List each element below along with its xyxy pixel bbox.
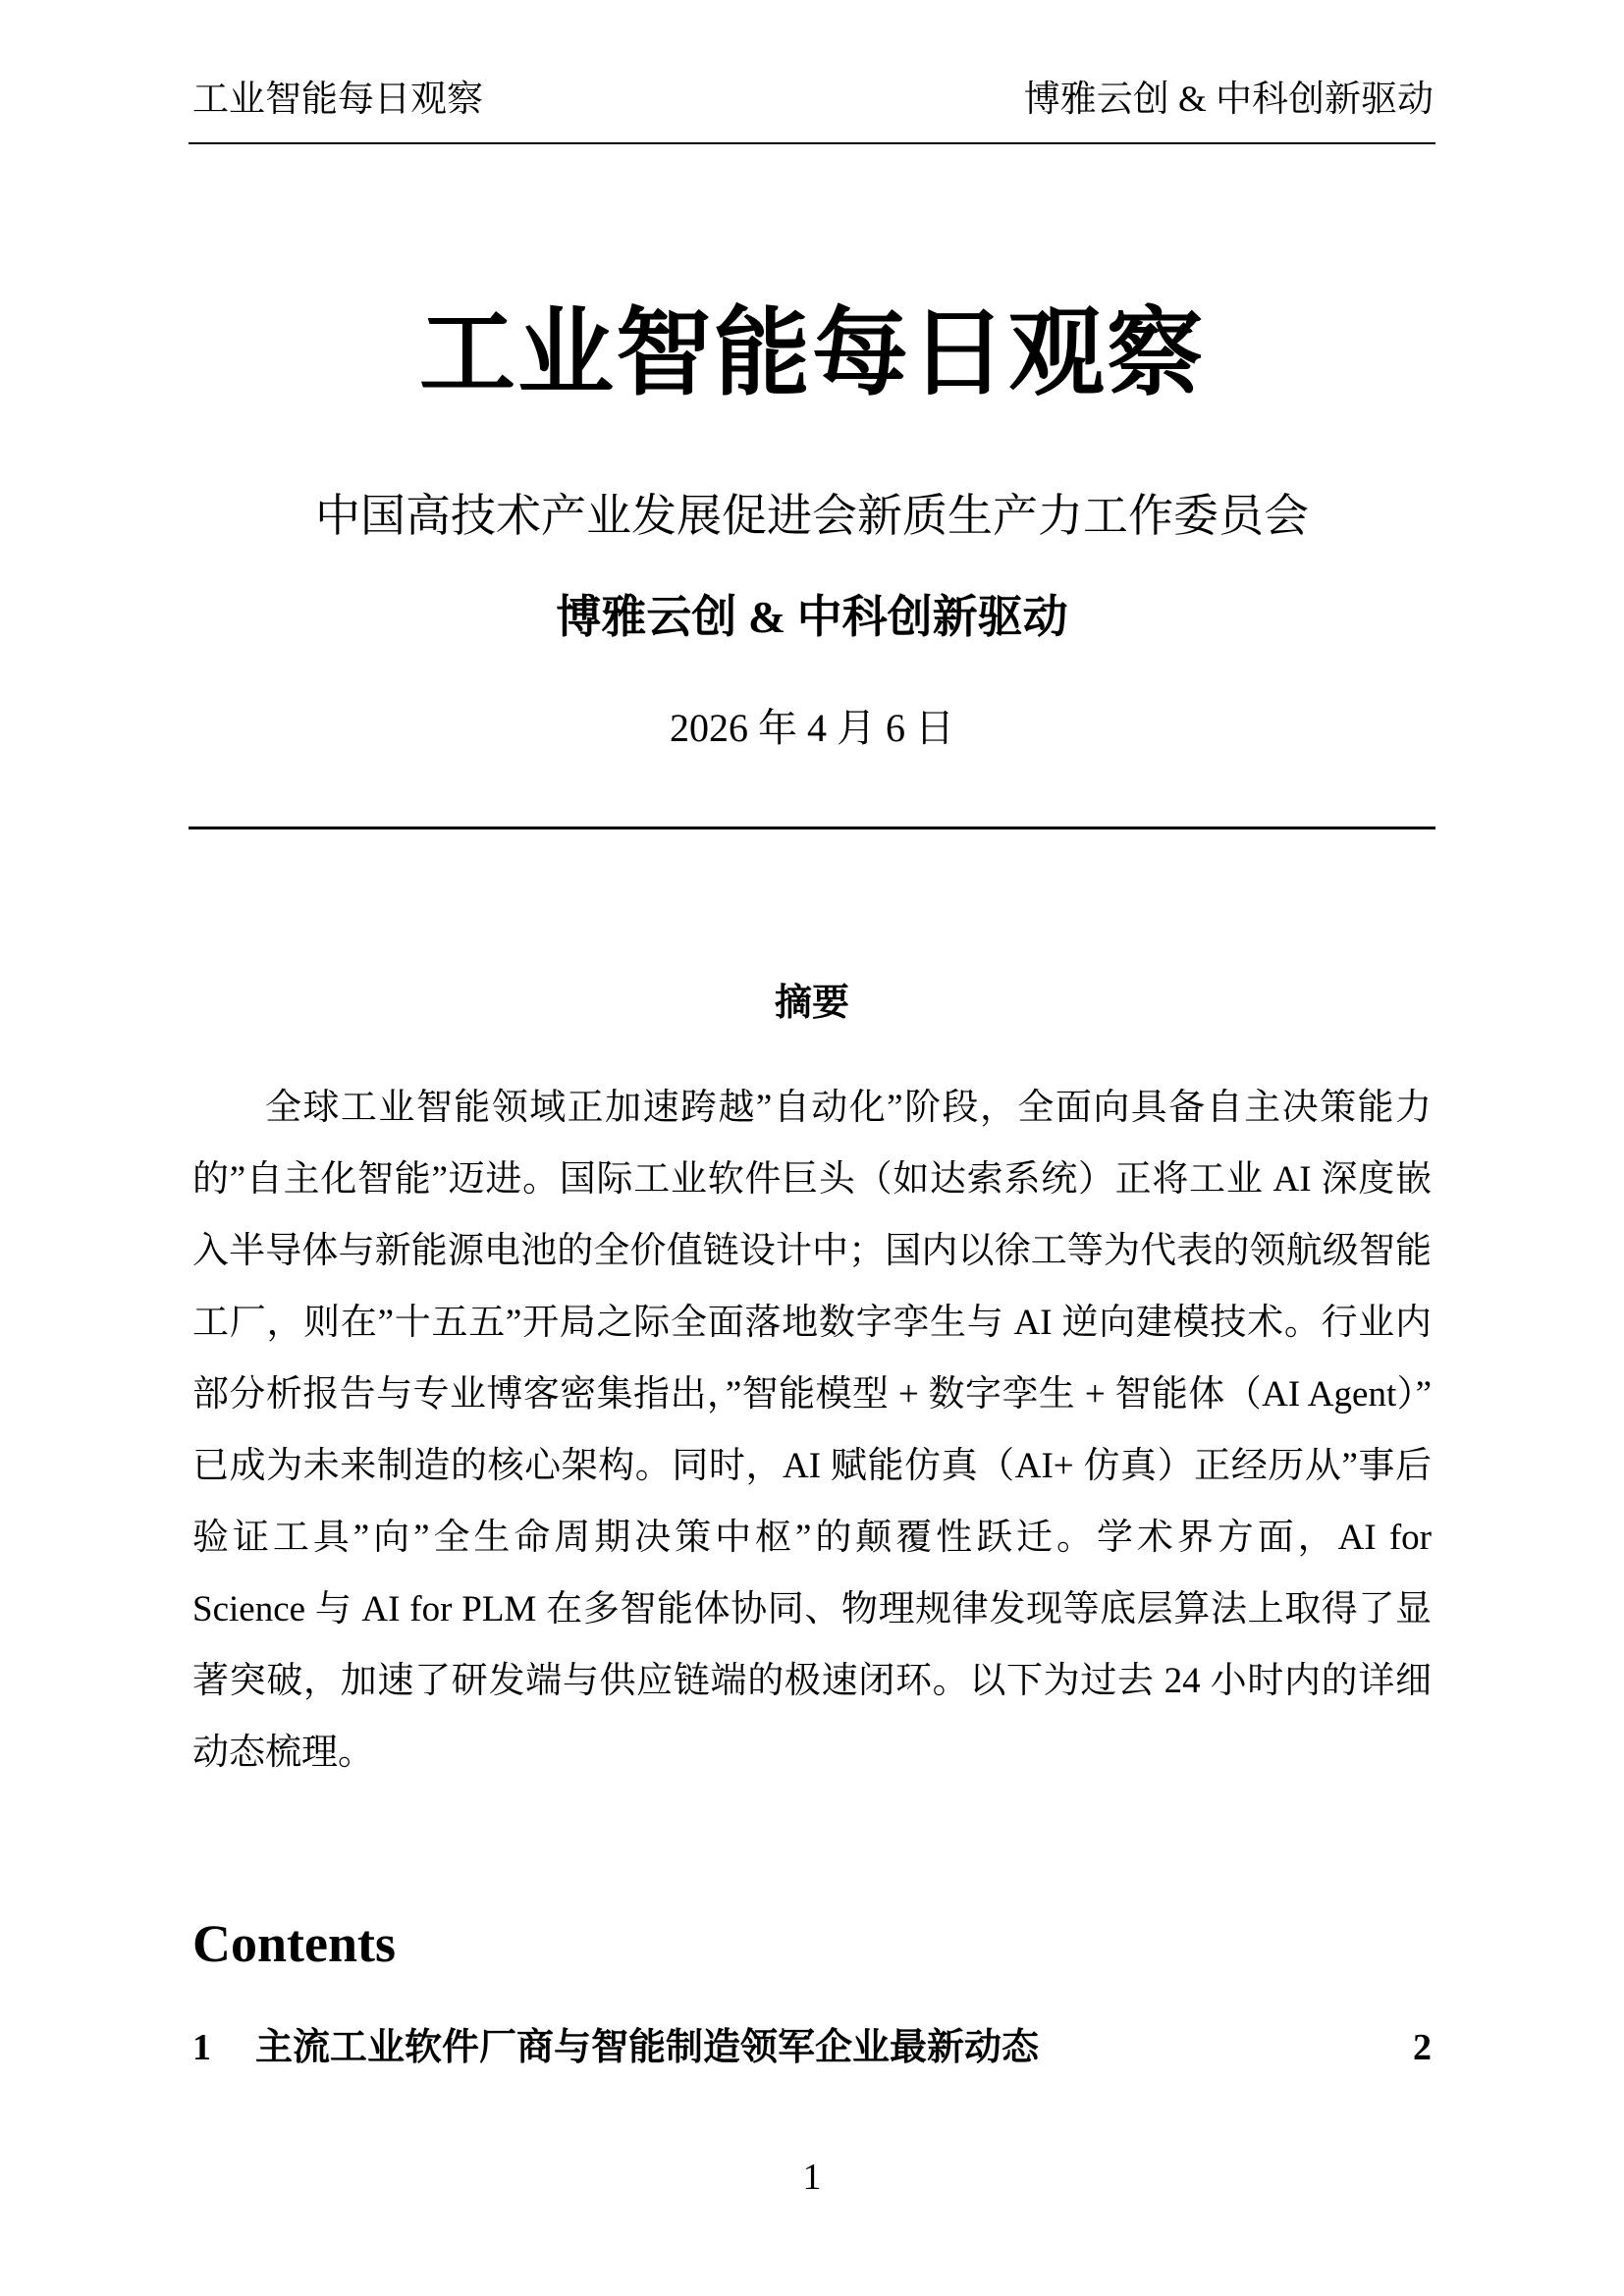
toc-entry-number: 1: [192, 2027, 211, 2068]
abstract-heading: 摘要: [774, 983, 849, 1024]
document-title: 工业智能每日观察: [418, 301, 1205, 407]
contents-heading: Contents: [192, 1914, 397, 1973]
title-separator-rule: [189, 827, 1435, 829]
toc-entry[interactable]: [192, 2024, 1432, 2072]
abstract-paragraph: 全球工业智能领域正加速跨越”自动化”阶段，全面向具备自主决策能力的”自主化智能”迈进。国际工业软件巨头（如达索系统）正将工业 AI 深度嵌入半导体与新能源电池的全价值链设计中；国内以徐工等为代表的领航级智能工厂，则在”十五五”开局之际全面落地数字孪生与 AI 逆向建模技术。行业内部分析报告与专业博客密集指出，”智能模型 + 数字孪生 + 智能体（AI Agent）”已成为未来制造的核心架构。同时，AI 赋能仿真（AI+ 仿真）正经历从”事后验证工具”向”全生命周期决策中枢”的颠覆性跃迁。学术界方面，AI for Science 与 AI for PLM 在多智能体协同、物理规律发现等底层算法上取得了显著突破，加速了研发端与供应链端的极速闭环。以下为过去 24 小时内的详细动态梳理。: [192, 1088, 1432, 1773]
header-rule-divider: [189, 142, 1435, 144]
document-date: 2026 年 4 月 6 日: [670, 706, 954, 750]
running-header: [192, 79, 1434, 122]
document-subtitle: 中国高技术产业发展促进会新质生产力工作委员会: [315, 491, 1309, 541]
table-of-contents: [192, 2024, 1432, 2072]
toc-entry-title[interactable]: 主流工业软件厂商与智能制造领军企业最新动态: [255, 2027, 1040, 2068]
document-authors: 博雅云创 & 中科创新驱动: [556, 592, 1068, 642]
running-header-right: 博雅云创 & 中科创新驱动: [1023, 80, 1434, 120]
page-number: 1: [802, 2157, 822, 2198]
toc-entry-page: 2: [1413, 2027, 1432, 2068]
running-header-left: 工业智能每日观察: [192, 80, 483, 120]
